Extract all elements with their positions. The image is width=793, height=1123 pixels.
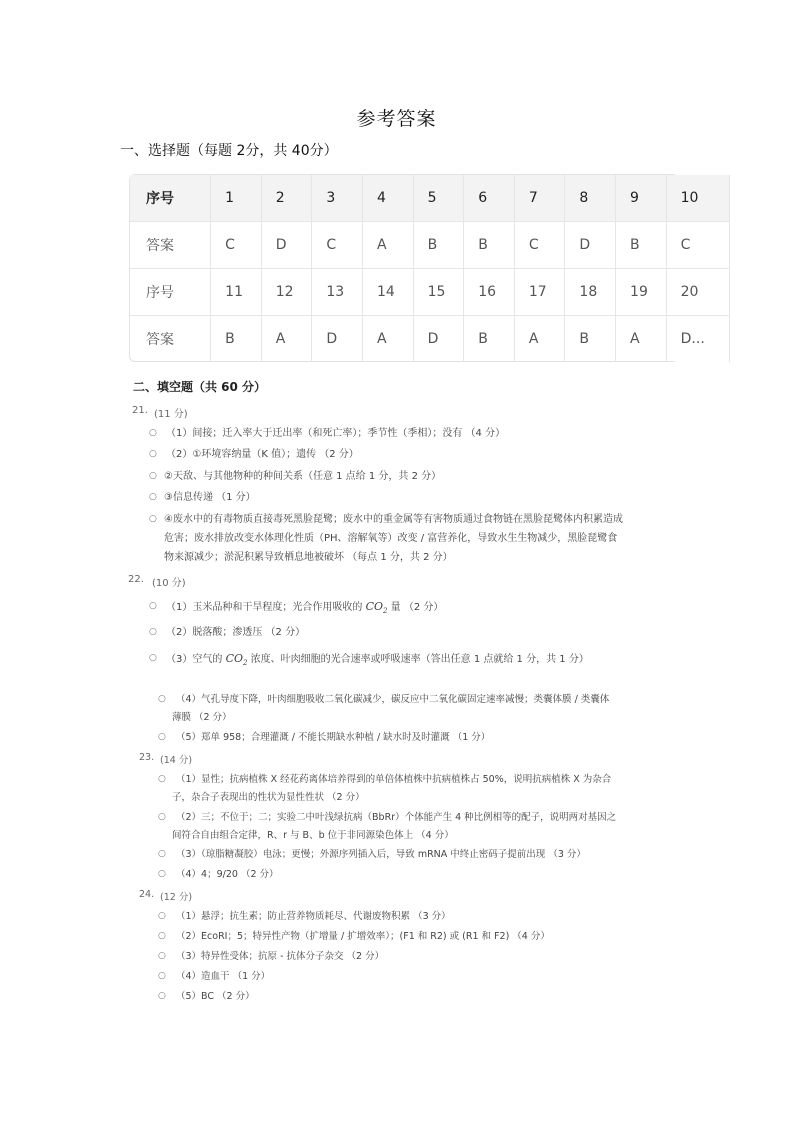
bullet-icon: ○: [158, 774, 166, 784]
bullet-icon: ○: [149, 492, 157, 502]
bullet-icon: ○: [158, 931, 166, 941]
bullet-icon: ○: [149, 653, 157, 663]
q21-item-4: ③信息传递 （1 分）: [164, 492, 256, 503]
question-24-number: 24.: [139, 889, 155, 900]
table-cell: B: [413, 222, 464, 269]
q23-item-2-line1: （2）三；不位于；二；实验二中叶浅绿抗病（BbRr）个体能产生 4 种比例相等的配子，说明两对基因之: [176, 812, 617, 823]
table-cell: C: [514, 222, 565, 269]
bullet-icon: ○: [149, 514, 157, 524]
question-21-number: 21.: [132, 405, 148, 416]
table-cell: 9: [616, 175, 667, 222]
table-cell: 8: [565, 175, 616, 222]
table-cell: 17: [514, 269, 565, 316]
table-cell: 13: [312, 269, 363, 316]
table-cell: C: [666, 222, 729, 269]
q23-item-1-line2: 子，杂合子表现出的性状为显性性状 （2 分）: [172, 792, 365, 803]
question-22-number: 22.: [128, 574, 144, 585]
row-label: 答案: [130, 222, 211, 269]
bullet-icon: ○: [158, 849, 166, 859]
bullet-icon: ○: [149, 601, 157, 611]
co2-formula: $CO_2$: [365, 600, 388, 616]
table-cell: A: [616, 316, 667, 363]
page-title: 参考答案: [356, 108, 437, 130]
table-cell: A: [362, 316, 413, 363]
q22-item-4-line1: （4）气孔导度下降，叶肉细胞吸收二氧化碳减少，碳反应中二氧化碳固定速率减慢；类囊体膜 / 类囊体: [176, 694, 610, 705]
bullet-icon: ○: [158, 991, 166, 1001]
table-cell: 2: [261, 175, 312, 222]
table-cell: D: [312, 316, 363, 363]
bullet-icon: ○: [149, 449, 157, 459]
bullet-icon: ○: [158, 971, 166, 981]
table-row: [130, 175, 730, 222]
bullet-icon: ○: [158, 694, 166, 704]
table-cell: 1: [211, 175, 262, 222]
section2-heading: 二、填空题（共 60 分）: [133, 380, 267, 394]
bullet-icon: ○: [149, 428, 157, 438]
bullet-icon: ○: [149, 627, 157, 637]
bullet-icon: ○: [149, 471, 157, 481]
bullet-icon: ○: [158, 869, 166, 879]
row-label: 序号: [130, 175, 211, 222]
table-cell: D: [413, 316, 464, 363]
table-cell: 12: [261, 269, 312, 316]
answer-table: [129, 174, 705, 362]
q21-item-1: （1）间接；迁入率大于迁出率（和死亡率）；季节性（季相）；没有 （4 分）: [166, 428, 506, 439]
bullet-icon: ○: [158, 911, 166, 921]
q21-item-5-line1: ④废水中的有毒物质直接毒死黑脸琵鹭；废水中的重金属等有害物质通过食物链在黑脸琵鹭体内积累造成: [164, 514, 623, 525]
table-cell: B: [211, 316, 262, 363]
table-cell: B: [464, 316, 515, 363]
q22-item-3: （3）空气的 $CO_2$ 浓度、叶肉细胞的光合速率或呼吸速率（答出任意 1 点就给 1 分，共 1 分）: [166, 652, 589, 668]
table-cell: 20: [666, 269, 729, 316]
table-cell: 6: [464, 175, 515, 222]
question-23-number: 23.: [139, 752, 155, 763]
table-cell: 3: [312, 175, 363, 222]
table-cell: D: [261, 222, 312, 269]
row-label: 序号: [130, 269, 211, 316]
q24-item-2: （2）EcoRI；5；特异性产物（扩增量 / 扩增效率）；(F1 和 R2) 或 (R1 和 F2) （4 分）: [176, 931, 550, 942]
q21-item-2: （2）①环境容纳量（K 值）；遗传 （2 分）: [166, 449, 359, 460]
table-cell: D: [565, 222, 616, 269]
q22-item-2: （2）脱落酸；渗透压 （2 分）: [166, 627, 306, 638]
q24-item-3: （3）特异性受体；抗原 - 抗体分子杂交 （2 分）: [176, 951, 385, 962]
table-cell: C: [211, 222, 262, 269]
q23-item-4: （4）4；9/20 （2 分）: [176, 869, 279, 880]
table-cell: B: [616, 222, 667, 269]
co2-formula: $CO_2$: [225, 652, 248, 668]
table-cell: 15: [413, 269, 464, 316]
table-cell: 7: [514, 175, 565, 222]
table-cell: 14: [362, 269, 413, 316]
question-22-score: (10 分): [152, 578, 186, 589]
table-cell: 11: [211, 269, 262, 316]
table-cell: 10: [666, 175, 729, 222]
bullet-icon: ○: [158, 812, 166, 822]
section1-heading: 一、选择题（每题 2分，共 40分）: [120, 143, 338, 159]
q24-item-1: （1）悬浮；抗生素；防止营养物质耗尽、代谢废物积累 （3 分）: [176, 911, 451, 922]
q24-item-4: （4）造血干 （1 分）: [176, 971, 271, 982]
table-cell: C: [312, 222, 363, 269]
q21-item-3: ②天敌、与其他物种的种间关系（任意 1 点给 1 分，共 2 分）: [164, 471, 442, 482]
q21-item-5-line2: 危害；废水排放改变水体理化性质（PH、溶解氧等）改变 / 富营养化，导致水生生物减少，黑脸琵鹭食: [164, 533, 618, 544]
table-row: [130, 316, 730, 363]
table-cell: B: [565, 316, 616, 363]
table-cell: A: [261, 316, 312, 363]
table-cell: D...: [666, 316, 729, 363]
row-label: 答案: [130, 316, 211, 363]
table-cell: 4: [362, 175, 413, 222]
q22-item-1: （1）玉米品种和干旱程度；光合作用吸收的 $CO_2$ 量 （2 分）: [166, 600, 444, 616]
q22-item-5: （5）郑单 958；合理灌溉 / 不能长期缺水种植 / 缺水时及时灌溉 （1 分）: [176, 732, 491, 743]
bullet-icon: ○: [158, 951, 166, 961]
q23-item-1-line1: （1）显性；抗病植株 X 经花药离体培养得到的单倍体植株中抗病植株占 50%，说明抗病植株 X 为杂合: [176, 774, 612, 785]
table-cell: A: [362, 222, 413, 269]
table-row: [130, 269, 730, 316]
q23-item-2-line2: 间符合自由组合定律，R、r 与 B、b 位于非同源染色体上 （4 分）: [172, 830, 454, 841]
question-21-score: (11 分): [154, 409, 188, 420]
table-cell: 18: [565, 269, 616, 316]
table-cell: 16: [464, 269, 515, 316]
table-cell: 19: [616, 269, 667, 316]
table-cell: B: [464, 222, 515, 269]
bullet-icon: ○: [158, 732, 166, 742]
q21-item-5-line3: 物来源减少；淤泥积累导致栖息地被破坏 （每点 1 分，共 2 分）: [164, 552, 453, 563]
question-23-score: (14 分): [160, 755, 193, 766]
table-cell: A: [514, 316, 565, 363]
table-cell: 5: [413, 175, 464, 222]
q22-item-4-line2: 薄膜 （2 分）: [172, 712, 232, 723]
question-24-score: (12 分): [160, 892, 193, 903]
q24-item-5: （5）BC （2 分）: [176, 991, 255, 1002]
q23-item-3: （3）（琼脂糖凝胶）电泳；更慢；外源序列插入后，导致 mRNA 中终止密码子提前出现 （3 分）: [176, 849, 586, 860]
table-row: [130, 222, 730, 269]
